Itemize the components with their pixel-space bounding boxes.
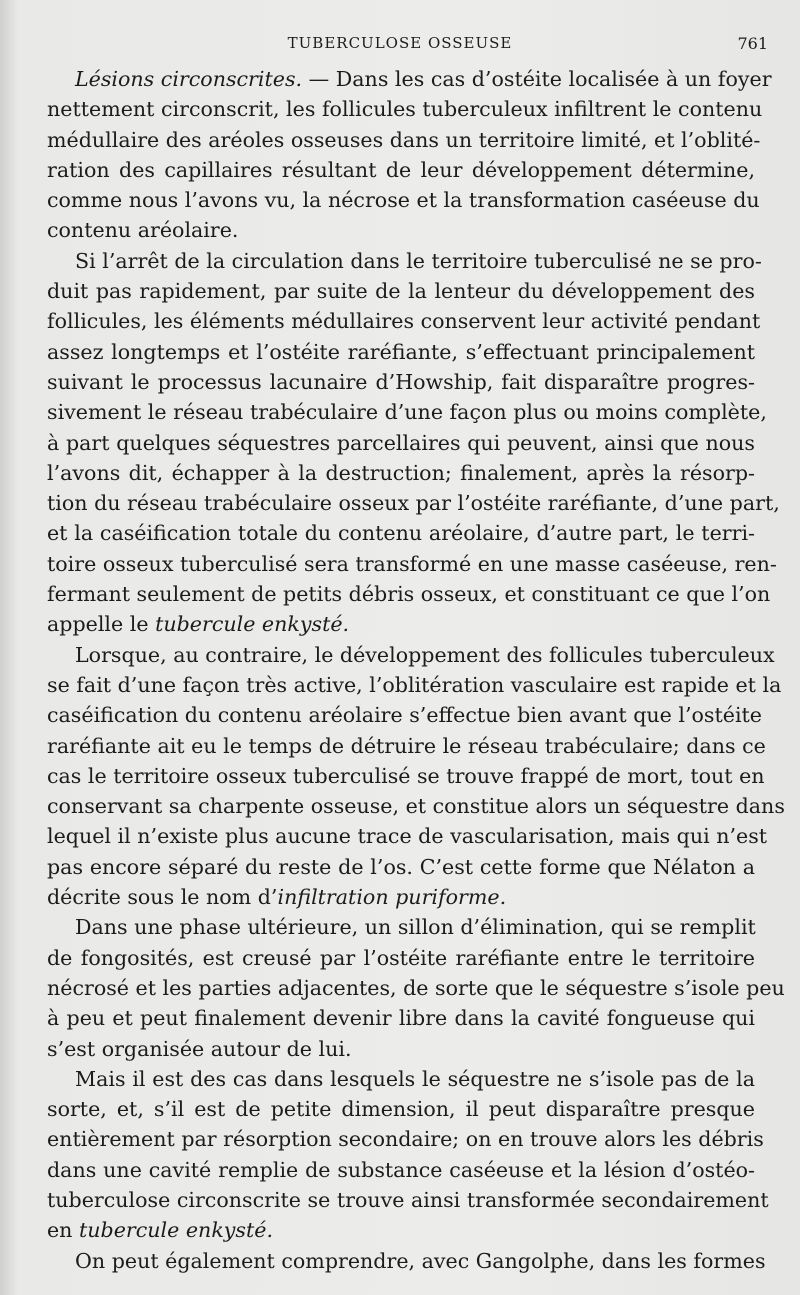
text-segment: follicules, les éléments médullaires conservent leur activité pendant: [47, 309, 761, 334]
text-segment: et la caséification totale du contenu aréolaire, d’autre part, le terri-: [47, 521, 755, 546]
text-segment: appelle le: [47, 612, 156, 637]
text-line: [47, 125, 761, 155]
italic-text: tubercule enkysté.: [155, 612, 350, 637]
text-line: [47, 1003, 755, 1033]
body-text: [47, 64, 785, 1276]
text-segment: dans une cavité remplie de substance caséeuse et la lésion d’ostéo-: [47, 1157, 755, 1182]
text-segment: sorte, et, s’il est de petite dimension, il peut disparaître presque: [47, 1097, 755, 1122]
page-header: [0, 34, 800, 54]
text-segment: à peu et peut finalement devenir libre dans la cavité fongueuse qui: [47, 1006, 755, 1031]
text-line: [47, 1034, 755, 1064]
text-segment: raréfiante ait eu le temps de détruire le réseau trabéculaire; dans ce: [47, 733, 766, 758]
text-segment: sivement le réseau trabéculaire d’une façon plus ou moins complète,: [47, 400, 767, 425]
text-line: [47, 488, 780, 518]
text-segment: — Dans les cas d’ostéite localisée à un foyer: [302, 67, 772, 91]
text-segment: Dans une phase ultérieure, un sillon d’élimination, qui se remplit: [75, 915, 756, 940]
text-segment: se fait d’une façon très active, l’oblitération vasculaire est rapide et la: [47, 672, 782, 697]
text-line: [47, 1246, 766, 1276]
text-line: [47, 458, 755, 488]
text-line: [47, 549, 777, 579]
text-segment: en: [47, 1218, 79, 1243]
text-line: [47, 306, 761, 336]
text-segment: assez longtemps et l’ostéite raréfiante, s’effectuant principalement: [47, 339, 755, 364]
text-line: [47, 609, 755, 639]
text-segment: de fongosités, est creusé par l’ostéite raréfiante entre le territoire: [47, 945, 755, 970]
text-line: [47, 337, 755, 367]
text-segment: fermant seulement de petits débris osseux, et constituant ce que l’on: [47, 582, 771, 607]
text-line: [47, 1124, 764, 1154]
text-line: [47, 791, 785, 821]
text-line: [47, 700, 762, 730]
text-line: [47, 367, 755, 397]
text-segment: nécrosé et les parties adjacentes, de sorte que le séquestre s’isole peu: [47, 975, 785, 1000]
text-segment: contenu aréolaire.: [47, 218, 239, 243]
text-line: [47, 1064, 755, 1094]
text-line: [47, 1094, 755, 1124]
text-segment: cas le territoire osseux tuberculisé se trouve frappé de mort, tout en: [47, 763, 765, 788]
text-segment: lequel il n’existe plus aucune trace de vascularisation, mais qui n’est: [47, 824, 768, 849]
text-line: [47, 579, 771, 609]
text-line: [47, 973, 785, 1003]
text-line: [47, 1185, 769, 1215]
text-segment: décrite sous le nom d’: [47, 885, 278, 910]
text-line: [47, 246, 762, 276]
text-line: [47, 821, 768, 851]
text-segment: tuberculose circonscrite se trouve ainsi transformée secondairement: [47, 1187, 769, 1212]
text-line: [47, 397, 767, 427]
text-line: [47, 276, 755, 306]
italic-text: Lésions circonscrites.: [75, 67, 303, 91]
text-line: [47, 94, 763, 124]
text-line: [47, 185, 760, 215]
text-segment: Lorsque, au contraire, le développement des follicules tuberculeux: [75, 642, 775, 667]
text-segment: tion du réseau trabéculaire osseux par l’ostéite raréfiante, d’une part,: [47, 491, 780, 516]
text-line: [47, 761, 765, 791]
page-number: 761: [737, 34, 768, 53]
text-line: [47, 852, 755, 882]
text-segment: ration des capillaires résultant de leur développement détermine,: [47, 157, 755, 182]
text-segment: toire osseux tuberculisé sera transformé en une masse caséeuse, ren-: [47, 551, 777, 576]
text-segment: entièrement par résorption secondaire; on en trouve alors les débris: [47, 1127, 764, 1152]
italic-text: tubercule enkysté.: [79, 1218, 274, 1243]
text-line: [47, 882, 755, 912]
text-line: [47, 670, 782, 700]
text-segment: s’est organisée autour de lui.: [47, 1036, 352, 1061]
text-line: [47, 155, 755, 185]
text-line: [47, 215, 755, 245]
text-segment: comme nous l’avons vu, la nécrose et la transformation caséeuse du: [47, 188, 760, 213]
text-segment: l’avons dit, échapper à la destruction; finalement, après la résorp-: [47, 460, 755, 485]
text-line: [47, 1215, 755, 1245]
text-line: [47, 518, 755, 548]
text-line: [47, 731, 766, 761]
text-line: [47, 428, 755, 458]
text-segment: conservant sa charpente osseuse, et constitue alors un séquestre dans: [47, 794, 785, 819]
text-line: [47, 64, 772, 94]
running-title: TUBERCULOSE OSSEUSE: [287, 34, 513, 52]
text-line: [47, 1155, 755, 1185]
text-segment: pas encore séparé du reste de l’os. C’est cette forme que Nélaton a: [47, 854, 755, 879]
text-segment: duit pas rapidement, par suite de la lenteur du développement des: [47, 279, 755, 304]
italic-text: infiltration puriforme.: [277, 885, 507, 910]
text-line: [47, 640, 775, 670]
text-segment: nettement circonscrit, les follicules tuberculeux infiltrent le contenu: [47, 97, 763, 122]
text-segment: Mais il est des cas dans lesquels le séquestre ne s’isole pas de la: [75, 1066, 755, 1091]
text-segment: médullaire des aréoles osseuses dans un territoire limité, et l’oblité-: [47, 127, 761, 152]
text-segment: à part quelques séquestres parcellaires qui peuvent, ainsi que nous: [47, 430, 755, 455]
text-segment: Si l’arrêt de la circulation dans le territoire tuberculisé ne se pro-: [75, 248, 762, 273]
text-segment: caséification du contenu aréolaire s’effectue bien avant que l’ostéite: [47, 703, 762, 728]
text-segment: On peut également comprendre, avec Gangolphe, dans les formes: [75, 1248, 766, 1273]
text-line: [47, 912, 755, 942]
text-line: [47, 943, 755, 973]
text-segment: suivant le processus lacunaire d’Howship, fait disparaître progres-: [47, 369, 755, 394]
